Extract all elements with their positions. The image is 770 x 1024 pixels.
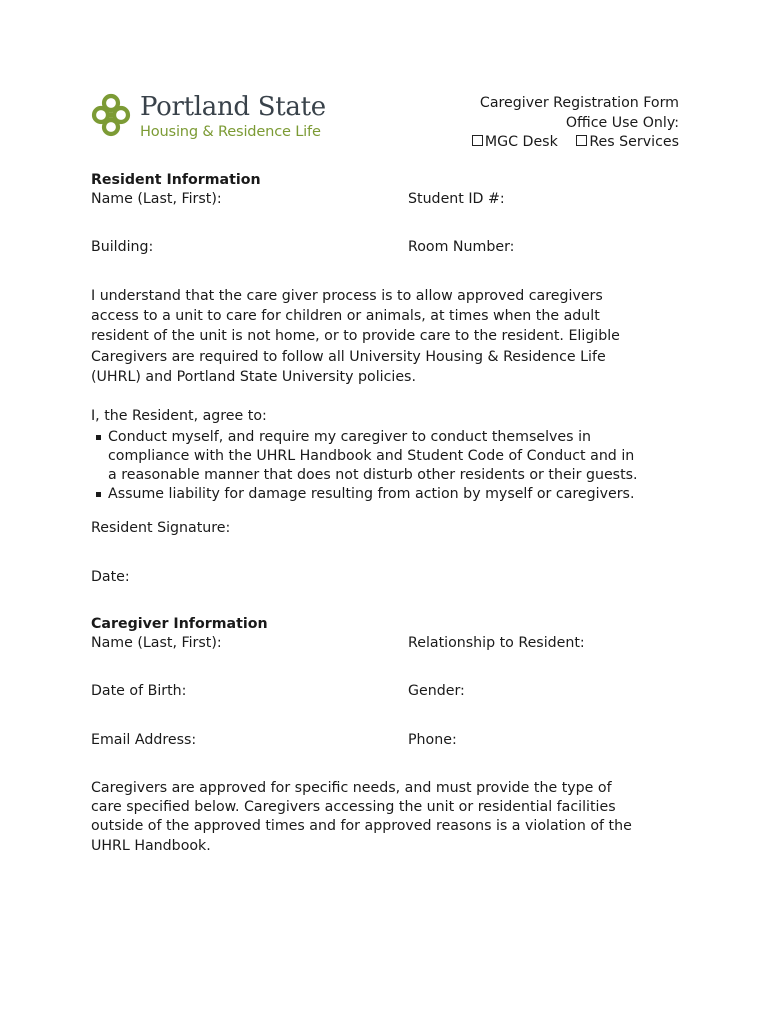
logo-name: Portland State — [140, 92, 326, 122]
bullet-line: a reasonable manner that does not disturb other residents or their guests. — [108, 467, 638, 483]
email-label: Email Address: — [91, 732, 197, 748]
gender-label: Gender: — [408, 683, 465, 699]
closing-line: UHRL Handbook. — [91, 837, 211, 854]
bullet-line: Conduct myself, and require my caregiver to conduct themselves in — [108, 429, 591, 445]
form-title: Caregiver Registration Form — [479, 95, 679, 111]
list-item — [96, 485, 696, 504]
list-item — [96, 428, 696, 485]
psu-logo — [90, 92, 330, 144]
caregiver-section-title: Caregiver Information — [91, 616, 268, 632]
mgc-desk-option[interactable] — [472, 133, 558, 153]
resident-date-label: Date: — [91, 569, 130, 585]
phone-label: Phone: — [408, 732, 457, 748]
caregiver-name-label: Name (Last, First): — [91, 635, 222, 651]
resident-name-label: Name (Last, First): — [91, 191, 222, 207]
dob-label: Date of Birth: — [91, 683, 187, 699]
bullet-square-icon — [96, 435, 101, 440]
office-use-label: Office Use Only: — [565, 114, 679, 131]
agreement-bullets — [96, 428, 696, 504]
closing-line: Caregivers are approved for specific needs, and must provide the type of — [91, 780, 612, 796]
resident-signature-label: Resident Signature: — [91, 520, 231, 536]
room-number-label: Room Number: — [408, 239, 515, 255]
student-id-label: Student ID #: — [408, 191, 505, 207]
building-label: Building: — [91, 239, 154, 255]
agreement-line: Caregivers are required to follow all University Housing & Residence Life — [91, 348, 606, 365]
agreement-line: resident of the unit is not home, or to provide care to the resident. Eligible — [91, 328, 620, 345]
bullet-line: compliance with the UHRL Handbook and Student Code of Conduct and in — [108, 448, 635, 464]
closing-paragraph — [91, 779, 691, 856]
resident-section-title: Resident Information — [91, 172, 261, 188]
agreement-line: access to a unit to care for children or animals, at times when the adult — [91, 308, 600, 325]
agreement-intro: I, the Resident, agree to: — [91, 408, 267, 424]
res-services-option[interactable] — [576, 133, 679, 153]
logo-subtitle: Housing & Residence Life — [140, 123, 321, 140]
res-services-checkbox[interactable] — [576, 135, 587, 146]
closing-line: outside of the approved times and for approved reasons is a violation of the — [91, 818, 632, 835]
mgc-desk-checkbox[interactable] — [472, 135, 483, 146]
closing-line: care specified below. Caregivers accessing the unit or residential facilities — [91, 799, 616, 816]
agreement-paragraph — [91, 286, 691, 387]
bullet-line: Assume liability for damage resulting from action by myself or caregivers. — [108, 486, 635, 502]
bullet-square-icon — [96, 492, 101, 497]
res-services-label: Res Services — [589, 134, 679, 150]
mgc-desk-label: MGC Desk — [484, 134, 558, 150]
office-use-options — [472, 133, 679, 153]
agreement-line: I understand that the care giver process is to allow approved caregivers — [91, 288, 603, 304]
psu-logo-mark-icon — [90, 92, 132, 138]
relationship-label: Relationship to Resident: — [408, 635, 585, 651]
form-header — [472, 94, 679, 153]
agreement-line: (UHRL) and Portland State University policies. — [91, 368, 416, 385]
